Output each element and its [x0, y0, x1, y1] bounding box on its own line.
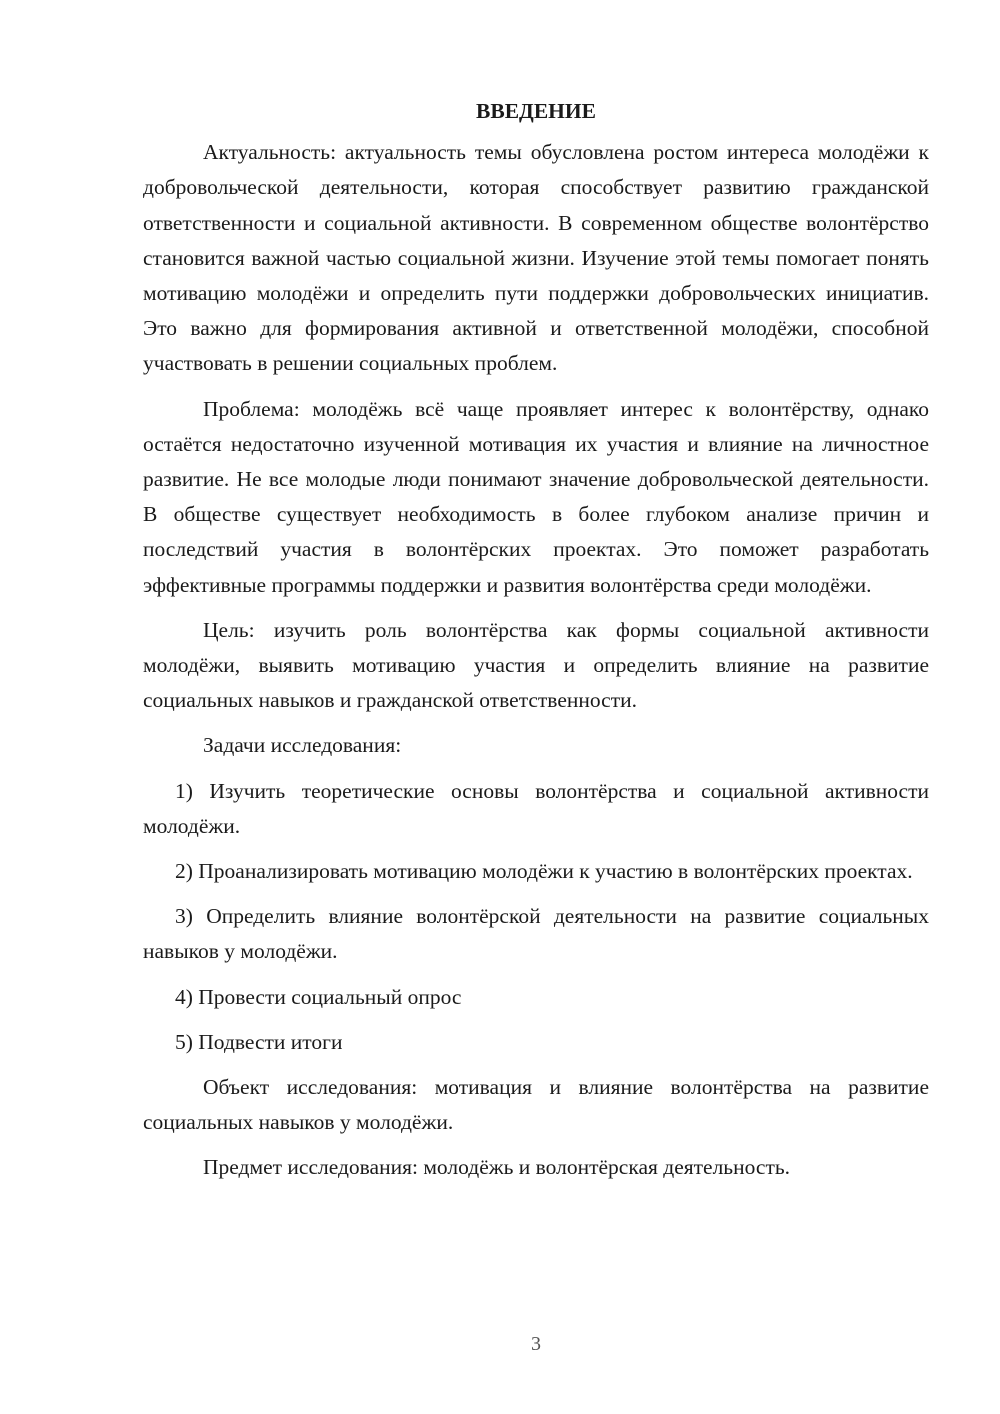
page-content [143, 94, 929, 1196]
page-number: 3 [531, 1333, 541, 1355]
relevance-paragraph: Актуальность: актуальность темы обусловлена ростом интереса молодёжи к добровольческой деятельности, которая способствует развитию гражданской ответственности и социальной активности. В современном обществе волонтёрство становится важной частью социальной жизни. Изучение этой темы помогает понять мотивацию молодёжи и определить пути поддержки добровольческих инициатив. Это важно для формирования активной и ответственной молодёжи, способной участвовать в решении социальных проблем. [143, 140, 929, 376]
object-paragraph: Объект исследования: мотивация и влияние волонтёрства на развитие социальных навыков у молодёжи. [143, 1075, 929, 1135]
task-item: 4) Провести социальный опрос [175, 984, 462, 1009]
task-item: 3) Определить влияние волонтёрской деятельности на развитие социальных навыков у молодёжи. [143, 904, 929, 964]
subject-paragraph: Предмет исследования: молодёжь и волонтёрская деятельность. [203, 1155, 791, 1180]
section-title: ВВЕДЕНИЕ [476, 99, 596, 123]
goal-paragraph: Цель: изучить роль волонтёрства как формы социальной активности молодёжи, выявить мотивацию участия и определить влияние на развитие социальных навыков и гражданской ответственности. [143, 617, 929, 713]
tasks-heading: Задачи исследования: [203, 733, 402, 758]
problem-paragraph: Проблема: молодёжь всё чаще проявляет интерес к волонтёрству, однако остаётся недостаточно изученной мотивация их участия и влияние на личностное развитие. Не все молодые люди понимают значение добровольческой деятельности. В обществе существует необходимость в более глубоком анализе причин и последствий участия в волонтёрских проектах. Это поможет разработать эффективные программы поддержки и развития волонтёрства среди молодёжи. [143, 396, 929, 597]
tasks-list [143, 774, 929, 1060]
task-item: 5) Подвести итоги [175, 1029, 343, 1054]
task-item: 2) Проанализировать мотивацию молодёжи к участию в волонтёрских проектах. [175, 859, 913, 884]
task-item: 1) Изучить теоретические основы волонтёрства и социальной активности молодёжи. [143, 778, 929, 838]
